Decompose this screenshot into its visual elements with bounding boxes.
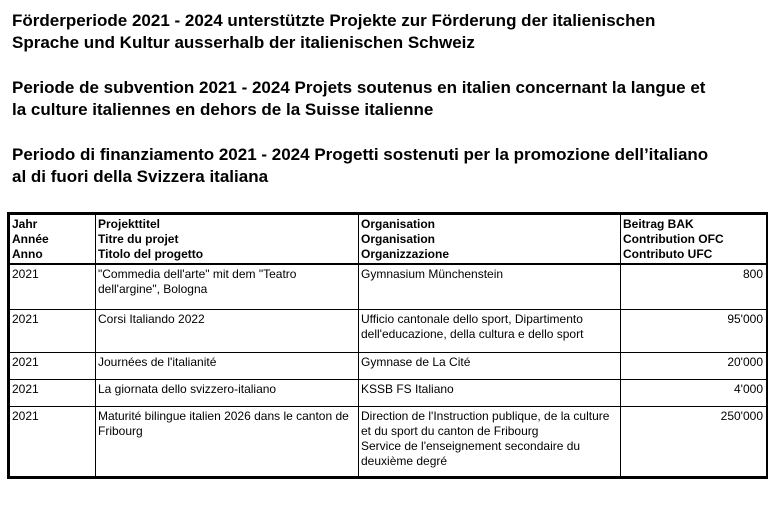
header-contribution	[621, 215, 767, 265]
header-title-fr: Titre du projet	[98, 232, 179, 246]
header-year-de: Jahr	[12, 217, 38, 231]
cell-organisation: Gymnasium Münchenstein	[359, 264, 621, 310]
cell-organisation: Gymnase de La Cité	[359, 353, 621, 380]
heading-german-line1: Förderperiode 2021 - 2024 unterstützte Projekte zur Förderung der italienischen	[12, 11, 656, 30]
table-row	[10, 380, 767, 407]
cell-title: Maturité bilingue italien 2026 dans le canton de Fribourg	[96, 407, 359, 477]
cell-amount: 20'000	[621, 353, 767, 380]
table-row	[10, 264, 767, 310]
header-year	[10, 215, 96, 265]
cell-title: La giornata dello svizzero-italiano	[96, 380, 359, 407]
cell-year: 2021	[10, 264, 96, 310]
header-contribution-de: Beitrag BAK	[623, 217, 694, 231]
cell-amount: 95'000	[621, 310, 767, 353]
cell-amount: 4'000	[621, 380, 767, 407]
cell-title: Journées de l'italianité	[96, 353, 359, 380]
cell-organisation-line1: Direction de l'Instruction publique, de la culture et du sport du canton de Fribourg	[361, 409, 610, 438]
cell-year: 2021	[10, 380, 96, 407]
cell-year: 2021	[10, 407, 96, 477]
heading-french	[12, 77, 772, 121]
cell-organisation-line2: Service de l'enseignement secondaire du deuxième degré	[361, 439, 581, 468]
heading-german	[12, 10, 772, 54]
header-organisation-fr: Organisation	[361, 232, 436, 246]
header-contribution-it: Contributo UFC	[623, 247, 713, 261]
header-year-it: Anno	[12, 247, 43, 261]
heading-german-line2: Sprache und Kultur ausserhalb der italienischen Schweiz	[12, 33, 475, 52]
cell-organisation	[359, 407, 621, 477]
heading-french-line1: Periode de subvention 2021 - 2024 Projets soutenus en italien concernant la langue et	[12, 78, 706, 97]
heading-french-line2: la culture italiennes en dehors de la Suisse italienne	[12, 100, 434, 119]
cell-year: 2021	[10, 310, 96, 353]
header-title-it: Titolo del progetto	[98, 247, 204, 261]
cell-amount: 250'000	[621, 407, 767, 477]
table-row	[10, 407, 767, 477]
cell-organisation: KSSB FS Italiano	[359, 380, 621, 407]
heading-italian-line2: al di fuori della Svizzera italiana	[12, 167, 269, 186]
header-organisation-de: Organisation	[361, 217, 436, 231]
header-title	[96, 215, 359, 265]
table-header-row	[10, 215, 767, 265]
header-contribution-fr: Contribution OFC	[623, 232, 724, 246]
header-title-de: Projekttitel	[98, 217, 161, 231]
cell-year: 2021	[10, 353, 96, 380]
cell-amount: 800	[621, 264, 767, 310]
table-row	[10, 310, 767, 353]
header-year-fr: Année	[12, 232, 49, 246]
cell-title: Corsi Italiando 2022	[96, 310, 359, 353]
cell-organisation: Ufficio cantonale dello sport, Dipartimento dell'educazione, della cultura e dello sport	[359, 310, 621, 353]
header-organisation	[359, 215, 621, 265]
header-organisation-it: Organizzazione	[361, 247, 450, 261]
projects-table	[7, 212, 768, 479]
cell-title: "Commedia dell'arte" mit dem "Teatro dell'argine", Bologna	[96, 264, 359, 310]
heading-italian-line1: Periodo di finanziamento 2021 - 2024 Progetti sostenuti per la promozione dell’italiano	[12, 145, 709, 164]
heading-italian	[12, 144, 772, 188]
table-row	[10, 353, 767, 380]
